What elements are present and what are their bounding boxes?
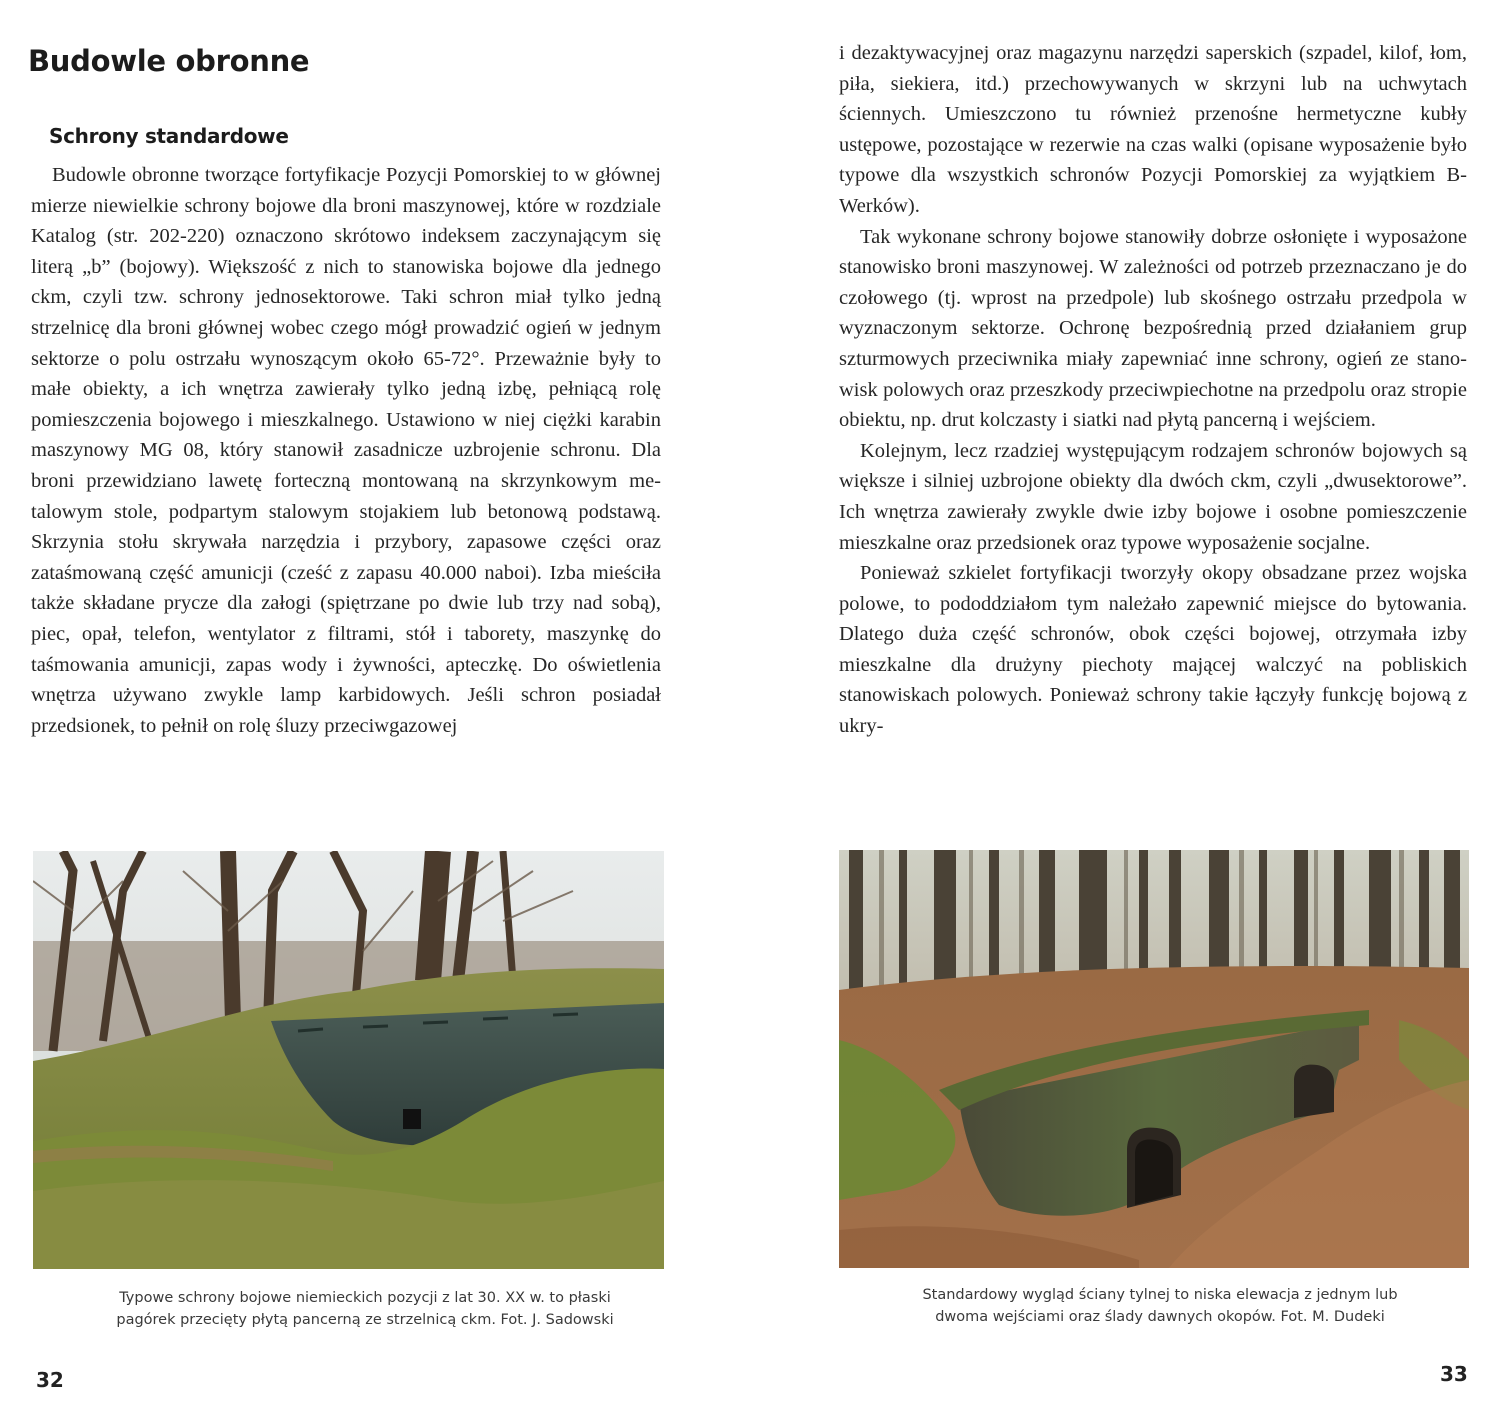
paragraph: Tak wykonane schrony bojowe stanowiły dobrze osłonięte i wyposażone stanowisko broni maszynowej. W zależności od potrzeb przeznaczano je do czołowego (tj. wprost na przedpole) lub skośnego ostrzału przedpola w wyznaczonym sektorze. Ochronę bezpośrednią przed działaniem grup szturmowych przeciwnika miały zapewniać inne schrony, ogień ze stanowisk polowych oraz przeszkody przeciwpiechotne na przedpolu oraz stropie obiektu, np. drut kolczasty i siatki nad płytą pancerną i wejściem. [839, 225, 1467, 432]
photo-caption-right [850, 1284, 1470, 1328]
caption-line: pagórek przecięty płytą pancerną ze strzelnicą ckm. Fot. J. Sadowski [116, 1312, 614, 1328]
caption-line: dwoma wejściami oraz ślady dawnych okopów. Fot. M. Dudeki [935, 1309, 1385, 1325]
paragraph: i dezaktywacyjnej oraz magazynu narzędzi saperskich (szpadel, kilof, łom, piła, siekiera, itd.) przechowywanych w skrzyni lub na uchwytach ściennych. Umieszczono tu również przenośne hermetyczne kubły ustępowe, pozostające w rezerwie na czas walki (opisane wyposażenie było typowe dla wszystkich schronów Pozycji Pomorskiej za wyjątkiem B-Werków). [839, 42, 1467, 217]
paragraph: Budowle obronne tworzące fortyfikacje Pozycji Pomorskiej to w głównej mierze niewielkie schrony bojowe dla broni maszynowej, które w rozdziale Katalog (str. 202-220) oznaczono skrótowo indeksem zaczynającym się literą „b” (bojowy). Większość z nich to stanowiska bojowe dla jednego ckm, czyli tzw. schrony jednosektorowe. Taki schron miał tylko jedną strzelnicę dla broni głównej wobec czego mógł prowadzić ogień w jednym sektorze o polu ostrzału wynoszącym około 65-72°. Przeważnie były to małe obiekty, a ich wnętrza zawierały tylko jedną izbę, pełniącą rolę pomieszczenia bojowego i mieszkalnego. Ustawiono w niej ciężki karabin maszynowy MG 08, który stanowił zasadnicze uzbrojenie schronu. Dla broni przewidziano lawetę forteczną montowaną na skrzynkowym metalowym stole, podpartym stalowym stojakiem lub betonową podstawą. Skrzynia stołu skrywała narzędzia i przybory, zapasowe części oraz zataśmowaną część amunicji (cześć z zapasu 40.000 naboi). Izba mieściła także składane prycze dla załogi (spiętrzane po dwie lub trzy nad sobą), piec, opał, telefon, wentylator z filtrami, stół i taborety, maszynkę do taśmowania amunicji, zapas wody i żywności, apteczkę. Do oświetlenia wnętrza używano zwykle lamp karbidowych. Jeśli schron posiadał przedsionek, to pełnił on rolę śluzy przeciwgazowej [31, 164, 661, 737]
right-body-text [839, 38, 1467, 742]
bunker-photo-right [839, 850, 1469, 1268]
paragraph: Kolejnym, lecz rzadziej występującym rodzajem schronów bojowych są większe i silniej uzbrojone obiekty dla dwóch ckm, czyli „dwusektorowe”. Ich wnętrza zawierały zwykle dwie izby bojowe i osobne pomieszczenie mieszkalne oraz przedsionek oraz typowe wyposażenie socjalne. [839, 439, 1467, 554]
section-title: Schrony standardowe [49, 124, 289, 148]
chapter-title: Budowle obronne [28, 44, 310, 78]
page-number-right: 33 [1440, 1362, 1468, 1386]
caption-line: Standardowy wygląd ściany tylnej to niska elewacja z jednym lub [922, 1287, 1398, 1303]
paragraph: Ponieważ szkielet fortyfikacji tworzyły okopy obsadzane przez wojska polowe, to pododdziałom tym należało zapewnić miejsce do bytowania. Dlatego duża część schronów, obok części bojowej, otrzymała izby mieszkalne dla drużyny piechoty mającej walczyć na pobliskich stanowiskach polowych. Ponieważ schrony takie łączyły funkcję bojową z ukry- [839, 562, 1467, 738]
caption-line: Typowe schrony bojowe niemieckich pozycji z lat 30. XX w. to płaski [119, 1290, 611, 1306]
page-number-left: 32 [36, 1368, 64, 1392]
